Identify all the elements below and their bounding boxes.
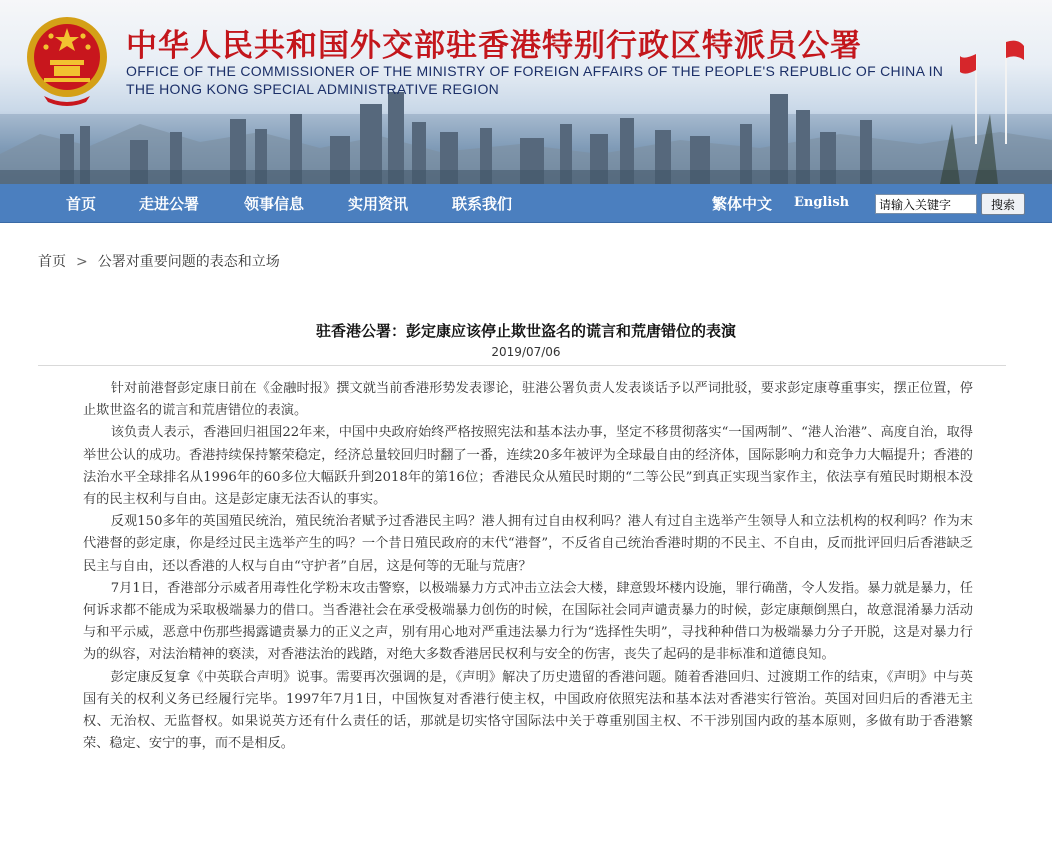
title-divider (38, 365, 1006, 366)
nav-item-consular[interactable]: 领事信息 (244, 195, 305, 213)
article-paragraph: 彭定康反复拿《中英联合声明》说事。需要再次强调的是，《声明》解决了历史遗留的香港问题。随着香港回归、过渡期工作的结束，《声明》中与英国有关的权利义务已经履行完毕。1997年7月1日，中国恢复对香港行使主权，中国政府依照宪法和基本法对香港实行管治。英国对回归后的香港无主权、无治权、无监督权。如果说英方还有什么责任的话，那就是切实恪守国际法中关于尊重别国主权、不干涉别国内政的基本原则，多做有助于香港繁荣、稳定、安宁的事，而不是相反。 (83, 669, 973, 752)
breadcrumb-home[interactable]: 首页 (38, 254, 66, 270)
nav-item-traditional-chinese[interactable]: 繁体中文 (712, 195, 773, 213)
article-body (83, 378, 973, 755)
breadcrumb-current[interactable]: 公署对重要问题的表态和立场 (97, 254, 280, 270)
breadcrumb-separator: > (76, 254, 88, 270)
nav-item-contact[interactable]: 联系我们 (452, 195, 513, 213)
site-title-chinese: 中华人民共和国外交部驻香港特别行政区特派员公署 (126, 28, 862, 64)
national-emblem-icon (24, 12, 110, 106)
nav-item-info[interactable]: 实用资讯 (348, 195, 409, 213)
flags-icon (956, 34, 1026, 144)
breadcrumb (38, 251, 280, 271)
article-paragraph: 针对前港督彭定康日前在《金融时报》撰文就当前香港形势发表谬论，驻港公署负责人发表谈话予以严词批驳，要求彭定康尊重事实，摆正位置，停止欺世盗名的谎言和荒唐错位的表演。 (83, 381, 973, 419)
article-title: 驻香港公署：彭定康应该停止欺世盗名的谎言和荒唐错位的表演 (315, 322, 736, 340)
site-title-english-line1: OFFICE OF THE COMMISSIONER OF THE MINISTRY OF FOREIGN AFFAIRS OF THE PEOPLE'S REPUBLIC OF CHINA IN (126, 63, 944, 79)
site-title-english-line2: THE HONG KONG SPECIAL ADMINISTRATIVE REGION (126, 81, 500, 97)
search-input[interactable] (875, 194, 977, 214)
nav-item-about[interactable]: 走进公署 (139, 195, 200, 213)
nav-item-home[interactable]: 首页 (66, 195, 97, 213)
article-paragraph: 反观150多年的英国殖民统治，殖民统治者赋予过香港民主吗？港人拥有过自由权利吗？港人有过自主选举产生领导人和立法机构的权利吗？作为末代港督的彭定康，你是经过民主选举产生的吗？一个昔日殖民政府的末代“港督”，不反省自己统治香港时期的不民主、不自由，反而批评回归后香港缺乏民主与自由，还以香港的人权与自由“守护者”自居，这是何等的无耻与荒唐？ (83, 514, 973, 574)
article-paragraph: 7月1日，香港部分示威者用毒性化学粉末攻击警察，以极端暴力方式冲击立法会大楼，肆意毁坏楼内设施，罪行确凿，令人发指。暴力就是暴力，任何诉求都不能成为采取极端暴力的借口。当香港社会在承受极端暴力创伤的时候，在国际社会同声谴责暴力的时候，彭定康颠倒黑白，故意混淆暴力活动与和平示威，恶意中伤那些揭露谴责暴力的正义之声，别有用心地对严重违法暴力行为“选择性失明”，寻找种种借口为极端暴力分子开脱，这是对暴力行为的纵容，对法治精神的亵渎，对香港法治的践踏，对绝大多数香港居民权利与安全的伤害，丧失了起码的是非标准和道德良知。 (83, 580, 973, 663)
search-button[interactable]: 搜索 (981, 193, 1025, 215)
article-date: 2019/07/06 (491, 345, 561, 359)
article-paragraph: 该负责人表示，香港回归祖国22年来，中国中央政府始终严格按照宪法和基本法办事，坚定不移贯彻落实“一国两制”、“港人治港”、高度自治，取得举世公认的成功。香港持续保持繁荣稳定，经济总量较回归时翻了一番，连续20多年被评为全球最自由的经济体，国际影响力和竞争力大幅提升；香港的法治水平全球排名从1996年的60多位大幅跃升到2018年的第16位；香港民众从殖民时期的“二等公民”到真正实现当家作主，依法享有殖民时期根本没有的民主权利与自由。这是彭定康无法否认的事实。 (83, 425, 973, 508)
nav-item-english[interactable]: English (794, 195, 850, 210)
site-banner (0, 0, 1052, 184)
